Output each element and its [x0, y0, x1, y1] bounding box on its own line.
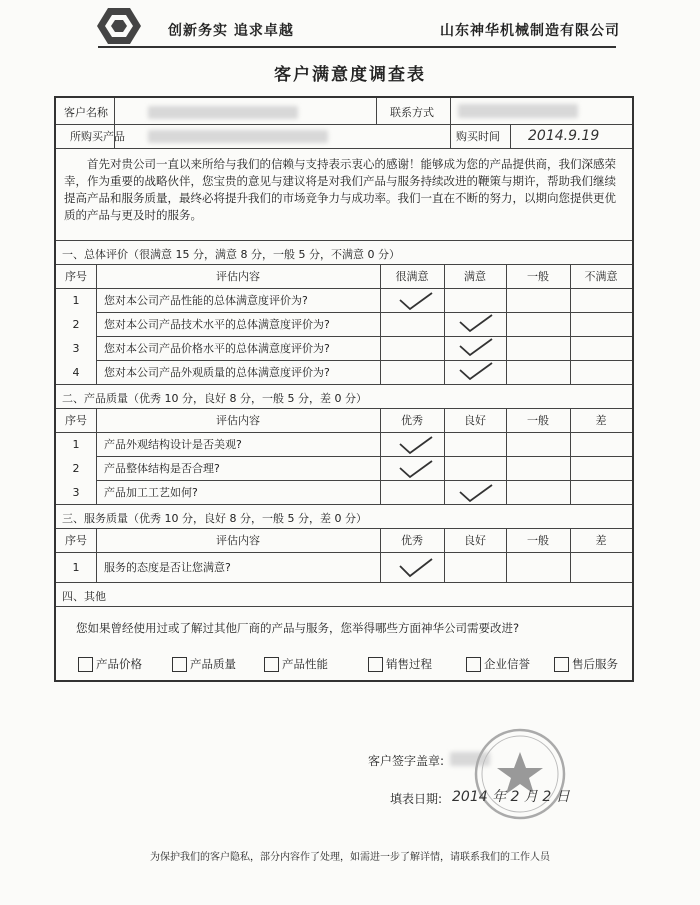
s3-col-d: 差	[595, 534, 607, 547]
check-mark-icon	[396, 458, 436, 480]
checkbox[interactable]	[78, 657, 93, 672]
s1-row3-no: 3	[72, 341, 80, 355]
option-performance[interactable]: 产品性能	[264, 656, 328, 672]
s2-col-d: 差	[595, 414, 607, 427]
option-quality[interactable]: 产品质量	[172, 656, 236, 672]
check-mark-icon	[396, 556, 436, 580]
s1-row4-no: 4	[72, 365, 80, 379]
s2-row1-item: 产品外观结构设计是否美观?	[104, 438, 242, 451]
s3-col-no: 序号	[65, 534, 87, 547]
s3-col-c: 一般	[527, 534, 549, 547]
purchase-time-value: 2014.9.19	[528, 128, 600, 144]
s2-row1-no: 1	[72, 437, 80, 451]
company-logo	[96, 6, 142, 46]
s1-row4-item: 您对本公司产品外观质量的总体满意度评价为?	[104, 366, 330, 379]
company-seal-icon	[470, 724, 570, 824]
s1-row2-item: 您对本公司产品技术水平的总体满意度评价为?	[104, 318, 330, 331]
section-3-heading: 三、服务质量（优秀 10 分，良好 8 分，一般 5 分，差 0 分）	[62, 512, 367, 525]
privacy-footer: 为保护我们的客户隐私，部分内容作了处理，如需进一步了解详情，请联系我们的工作人员	[150, 852, 550, 863]
option-reputation[interactable]: 企业信誉	[466, 656, 530, 672]
fill-date: 2014 年 2 月 2 日	[452, 789, 570, 805]
company-name: 山东神华机械制造有限公司	[440, 23, 620, 39]
purchase-time-label: 购买时间	[456, 130, 500, 143]
s2-row2-item: 产品整体结构是否合理?	[104, 462, 220, 475]
s1-row1-item: 您对本公司产品性能的总体满意度评价为?	[104, 294, 308, 307]
option-price[interactable]: 产品价格	[78, 656, 142, 672]
s2-col-item: 评估内容	[216, 414, 260, 427]
s1-row1-no: 1	[72, 293, 80, 307]
check-mark-icon	[396, 290, 436, 312]
slogan: 创新务实 追求卓越	[168, 23, 294, 39]
s1-col-no: 序号	[65, 270, 87, 283]
s3-row1-item: 服务的态度是否让您满意?	[104, 561, 231, 574]
customer-name-label: 客户名称	[64, 106, 108, 119]
check-mark-icon	[456, 360, 496, 382]
survey-form	[54, 96, 634, 682]
s2-row2-no: 2	[72, 461, 80, 475]
check-mark-icon	[456, 336, 496, 358]
s1-col-a: 很满意	[395, 270, 429, 283]
s2-col-no: 序号	[65, 414, 87, 427]
checkbox[interactable]	[554, 657, 569, 672]
s2-row3-item: 产品加工工艺如何?	[104, 486, 198, 499]
product-label: 所购买产品	[70, 130, 125, 143]
s3-row1-no: 1	[72, 560, 80, 574]
section-4-heading: 四、其他	[62, 590, 106, 603]
signature-label: 客户签字盖章:	[368, 754, 445, 768]
other-question: 您如果曾经使用过或了解过其他厂商的产品与服务，您举得哪些方面神华公司需要改进?	[76, 621, 520, 635]
s1-col-d: 不满意	[584, 270, 618, 283]
checkbox[interactable]	[466, 657, 481, 672]
redacted-customer-name	[148, 106, 298, 119]
s1-col-c: 一般	[527, 270, 549, 283]
redacted-product	[148, 130, 328, 143]
check-mark-icon	[456, 312, 496, 334]
s1-col-item: 评估内容	[216, 270, 260, 283]
date-label: 填表日期:	[390, 792, 443, 806]
option-after-sales[interactable]: 售后服务	[554, 656, 618, 672]
s1-col-b: 满意	[464, 270, 486, 283]
s3-col-b: 良好	[464, 534, 486, 547]
s2-col-b: 良好	[464, 414, 486, 427]
check-mark-icon	[456, 482, 496, 504]
s2-col-c: 一般	[527, 414, 549, 427]
section-1-heading: 一、总体评价（很满意 15 分，满意 8 分，一般 5 分，不满意 0 分）	[62, 248, 400, 261]
form-title: 客户满意度调查表	[274, 65, 426, 85]
s2-col-a: 优秀	[401, 414, 423, 427]
header-divider	[98, 46, 616, 48]
s3-col-a: 优秀	[401, 534, 423, 547]
s2-row3-no: 3	[72, 485, 80, 499]
section-2-heading: 二、产品质量（优秀 10 分，良好 8 分，一般 5 分，差 0 分）	[62, 392, 367, 405]
check-mark-icon	[396, 434, 436, 456]
s1-row2-no: 2	[72, 317, 80, 331]
checkbox[interactable]	[368, 657, 383, 672]
option-sales[interactable]: 销售过程	[368, 656, 432, 672]
checkbox[interactable]	[264, 657, 279, 672]
contact-label: 联系方式	[390, 106, 434, 119]
s3-col-item: 评估内容	[216, 534, 260, 547]
s1-row3-item: 您对本公司产品价格水平的总体满意度评价为?	[104, 342, 330, 355]
checkbox[interactable]	[172, 657, 187, 672]
intro-paragraph: 首先对贵公司一直以来所给与我们的信赖与支持表示衷心的感谢！能够成为您的产品提供商，我们深感荣幸，作为重要的战略伙伴，您宝贵的意见与建议将是对我们产品与服务持续改进的鞭策与期许，帮助我们继续提高产品和服务质量，最终必将提升我们的市场竞争力与成功率。我们一直在不断的努力，以期向您提供更优质的产品与更及时的服务。	[64, 157, 616, 222]
redacted-contact	[458, 104, 578, 118]
